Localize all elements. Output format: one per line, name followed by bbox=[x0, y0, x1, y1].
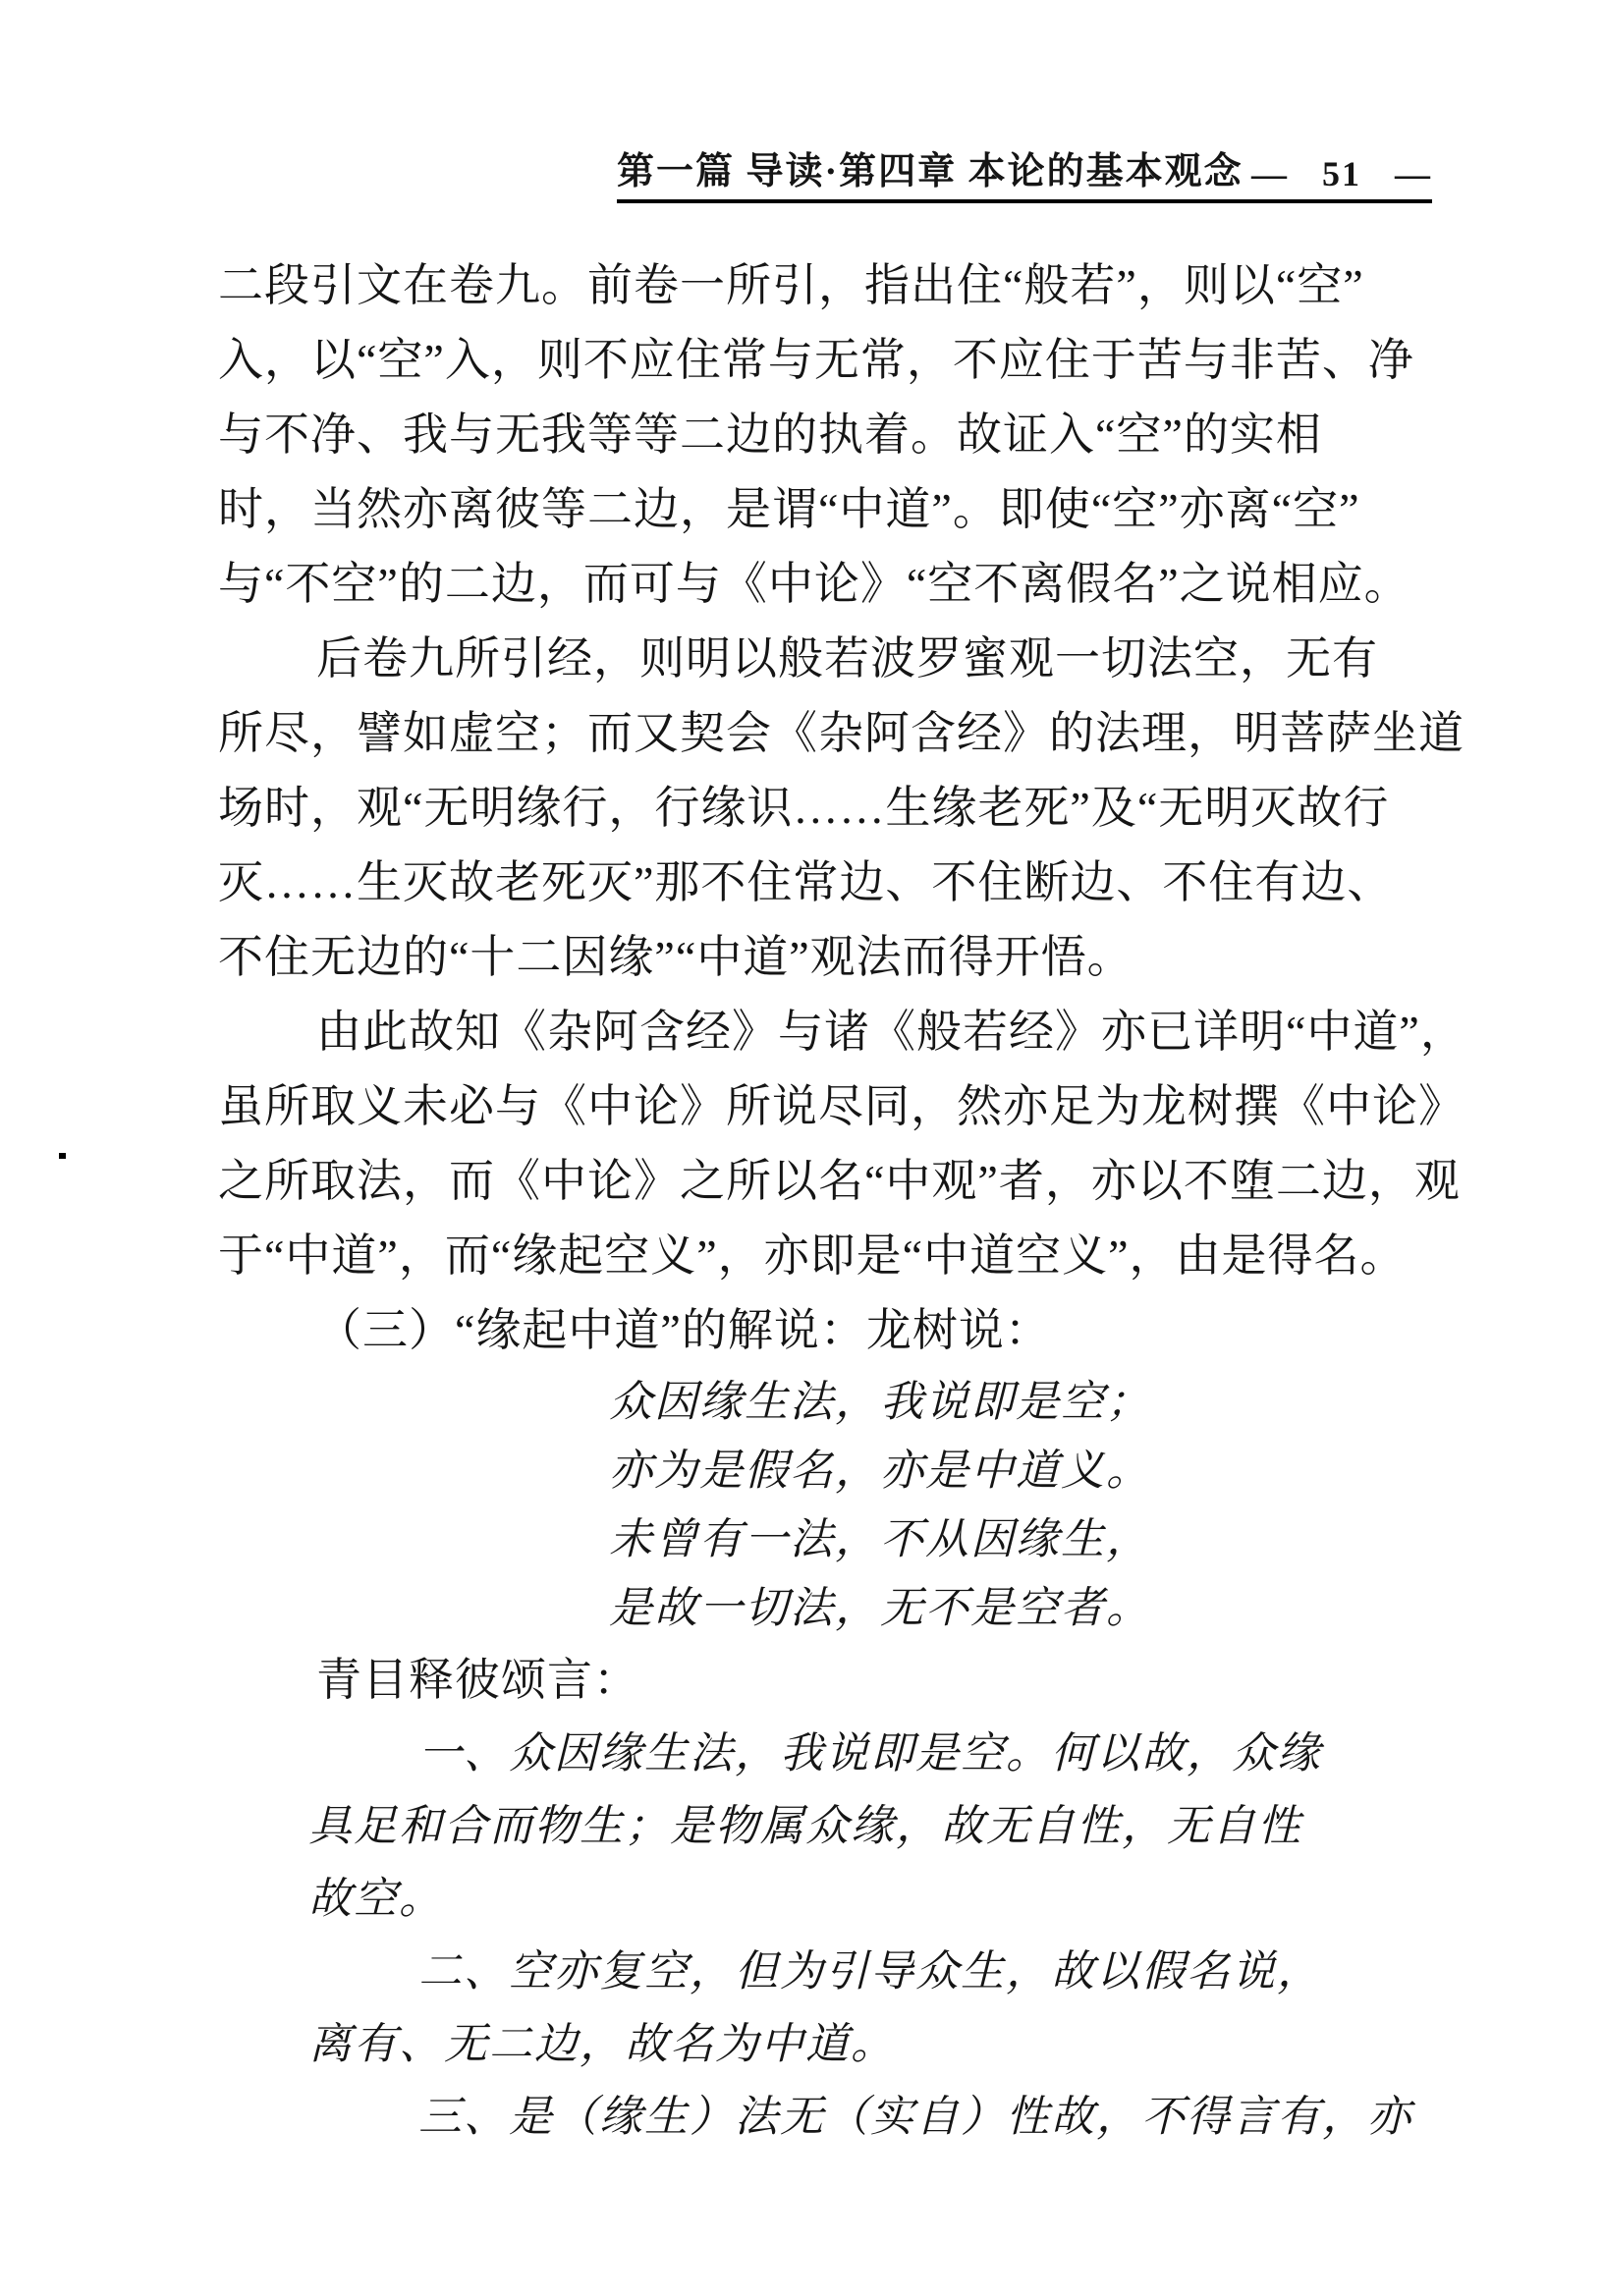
page-number-dash-right: — bbox=[1395, 154, 1432, 193]
text-line: 是故一切法，无不是空者。 bbox=[609, 1584, 1151, 1632]
text-line: 二、空亦复空，但为引导众生，故以假名说， bbox=[418, 1947, 1322, 1995]
body-text bbox=[218, 248, 1466, 2154]
text-line: 离有、无二边，故名为中道。 bbox=[308, 2020, 896, 2068]
text-line: 灭……生灭故老死灭”那不住常边、不住断边、不住有边、 bbox=[218, 857, 1394, 907]
text-line: 由此故知《杂阿含经》与诸《般若经》亦已详明“中道”， bbox=[316, 1007, 1466, 1057]
text-line: 青目释彼颂言： bbox=[316, 1655, 639, 1705]
text-line: 众因缘生法，我说即是空； bbox=[609, 1378, 1151, 1426]
page-header bbox=[617, 137, 1432, 203]
text-line: 与不净、我与无我等等二边的执着。故证入“空”的实相 bbox=[218, 410, 1322, 460]
text-line: 三、是（缘生）法无（实自）性故，不得言有，亦 bbox=[418, 2093, 1412, 2141]
text-line: 具足和合而物生；是物属众缘，故无自性，无自性 bbox=[308, 1802, 1302, 1850]
scan-speck bbox=[59, 1153, 66, 1159]
page-number-group bbox=[1251, 153, 1432, 194]
running-head-title: 第一篇 导读·第四章 本论的基本观念 bbox=[617, 151, 1244, 192]
text-line: 二段引文在卷九。前卷一所引，指出住“般若”，则以“空” bbox=[218, 260, 1364, 310]
text-line: 故空。 bbox=[308, 1875, 444, 1923]
text-line: 之所取法，而《中论》之所以名“中观”者，亦以不堕二边，观 bbox=[218, 1156, 1461, 1206]
text-line: （三）“缘起中道”的解说：龙树说： bbox=[316, 1305, 1051, 1355]
text-line: 一、众因缘生法，我说即是空。何以故，众缘 bbox=[418, 1729, 1322, 1777]
text-line: 不住无边的“十二因缘”“中道”观法而得开悟。 bbox=[218, 932, 1133, 982]
text-line: 后卷九所引经，则明以般若波罗蜜观一切法空，无有 bbox=[316, 633, 1378, 683]
text-line: 虽所取义未必与《中论》所说尽同，然亦足为龙树撰《中论》 bbox=[218, 1081, 1465, 1131]
page-number: 51 bbox=[1322, 154, 1361, 193]
text-line: 未曾有一法，不从因缘生， bbox=[609, 1515, 1151, 1563]
text-line: 场时，观“无明缘行，行缘识……生缘老死”及“无明灭故行 bbox=[218, 783, 1390, 833]
text-line: 所尽，譬如虚空；而又契会《杂阿含经》的法理，明菩萨坐道 bbox=[218, 708, 1465, 758]
text-line: 于“中道”，而“缘起空义”，亦即是“中道空义”，由是得名。 bbox=[218, 1230, 1407, 1281]
text-line: 时，当然亦离彼等二边，是谓“中道”。即使“空”亦离“空” bbox=[218, 484, 1360, 534]
text-line: 亦为是假名，亦是中道义。 bbox=[609, 1447, 1151, 1495]
page-number-dash-left: — bbox=[1251, 154, 1289, 193]
text-line: 入，以“空”入，则不应住常与无常，不应住于苦与非苦、净 bbox=[218, 335, 1414, 385]
text-line: 与“不空”的二边，而可与《中论》“空不离假名”之说相应。 bbox=[218, 559, 1410, 609]
